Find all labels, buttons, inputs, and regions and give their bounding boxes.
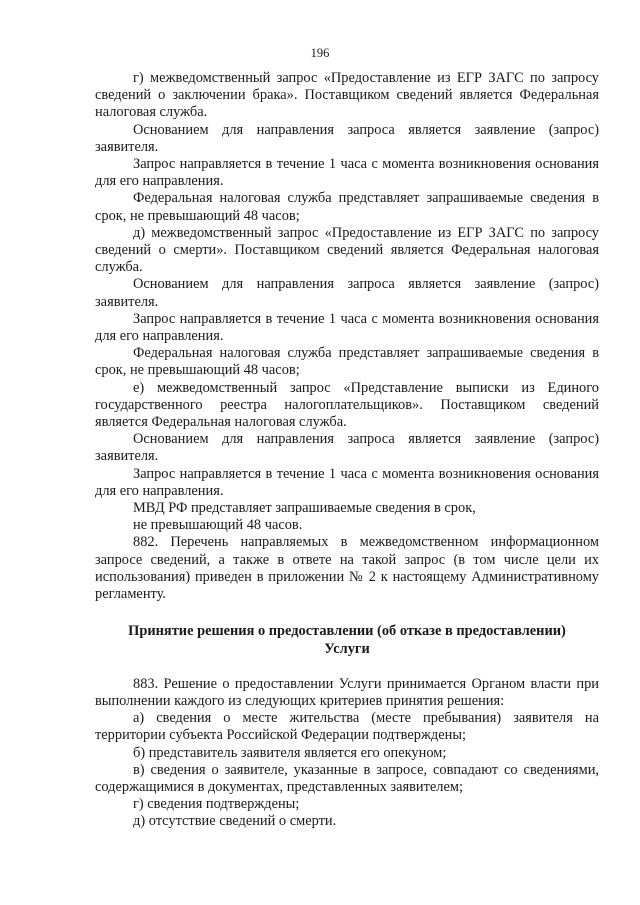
page-number: 196: [310, 46, 330, 60]
paragraph: 883. Решение о предоставлении Услуги принимается Органом власти при выполнении каждого из следующих критериев принятия решения:: [95, 675, 599, 709]
paragraph: г) межведомственный запрос «Предоставление из ЕГР ЗАГС по запросу сведений о заключении брака». Поставщиком сведений является Федеральная налоговая служба.: [95, 70, 599, 121]
paragraph: Федеральная налоговая служба представляет запрашиваемые сведения в срок, не превышающий 48 часов;: [95, 190, 599, 224]
section-heading: [95, 623, 599, 657]
paragraph: е) межведомственный запрос «Представление выписки из Единого государственного реестра налогоплательщиков». Поставщиком сведений является Федеральная налоговая служба.: [95, 379, 599, 431]
paragraph: Запрос направляется в течение 1 часа с момента возникновения основания для его направления.: [95, 465, 599, 499]
paragraph: а) сведения о месте жительства (месте пребывания) заявителя на территории субъекта Российской Федерации подтверждены;: [95, 710, 599, 744]
paragraph: г) сведения подтверждены;: [133, 796, 300, 813]
paragraph: д) отсутствие сведений о смерти.: [133, 813, 337, 830]
paragraph: в) сведения о заявителе, указанные в запросе, совпадают со сведениями, содержащимися в документах, представленных заявителем;: [95, 761, 599, 795]
section-heading-line: Принятие решения о предоставлении (об отказе в предоставлении): [128, 623, 566, 640]
paragraph: Основанием для направления запроса является заявление (запрос) заявителя.: [95, 276, 599, 310]
paragraph: не превышающий 48 часов.: [133, 517, 303, 534]
section-heading-line: Услуги: [324, 640, 370, 657]
paragraph: Основанием для направления запроса является заявление (запрос) заявителя.: [95, 431, 599, 465]
paragraph: б) представитель заявителя является его опекуном;: [133, 744, 447, 761]
paragraph: Федеральная налоговая служба представляет запрашиваемые сведения в срок, не превышающий 48 часов;: [95, 345, 599, 379]
paragraph: Основанием для направления запроса является заявление (запрос) заявителя.: [95, 121, 599, 155]
paragraph: д) межведомственный запрос «Предоставление из ЕГР ЗАГС по запросу сведений о смерти». Поставщиком сведений является Федеральная налоговая служба.: [95, 224, 599, 276]
document-body: [95, 70, 599, 831]
paragraph: Запрос направляется в течение 1 часа с момента возникновения основания для его направления.: [95, 156, 599, 190]
paragraph: 882. Перечень направляемых в межведомственном информационном запросе сведений, а также в ответе на такой запрос (в том числе цели их использования) приведен в приложении № 2 к настоящему Административному регламенту.: [95, 534, 599, 603]
paragraph: МВД РФ представляет запрашиваемые сведения в срок,: [133, 500, 476, 517]
paragraph: Запрос направляется в течение 1 часа с момента возникновения основания для его направления.: [95, 310, 599, 345]
